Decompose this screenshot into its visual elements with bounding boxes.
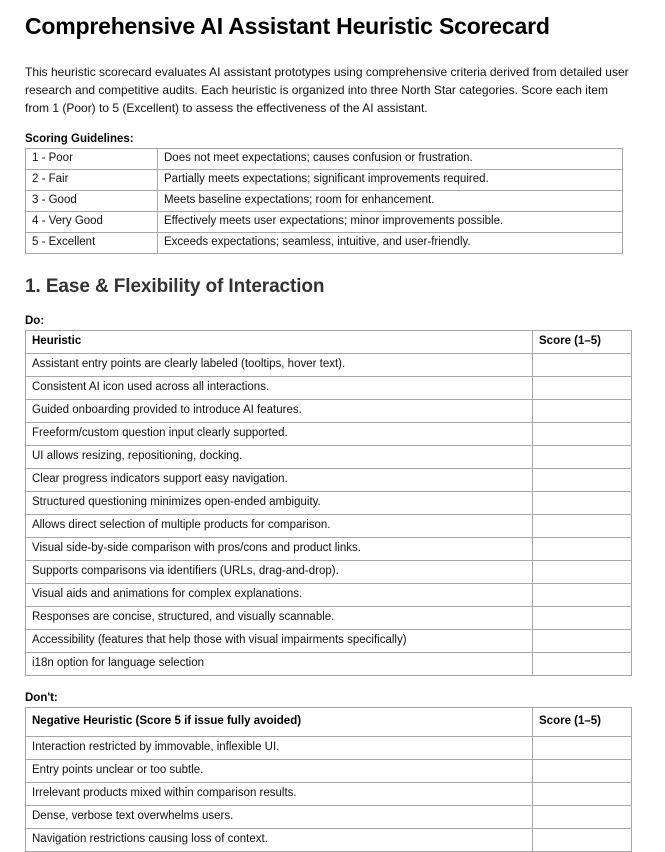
table-row [26,377,632,400]
scoring-level: 4 - Very Good [26,212,158,233]
do-score-cell[interactable] [533,538,632,561]
do-heuristic-text: Visual side-by-side comparison with pros/cons and product links. [26,538,533,561]
dont-heuristic-text: Entry points unclear or too subtle. [26,760,533,783]
table-row [26,737,632,760]
table-row [26,423,632,446]
column-header-negative-heuristic: Negative Heuristic (Score 5 if issue fully avoided) [26,708,533,737]
intro-paragraph: This heuristic scorecard evaluates AI assistant prototypes using comprehensive criteria derived from detailed user research and competitive audits. Each heuristic is organized into three North Star categories. Score each item from 1 (Poor) to 5 (Excellent) to assess the effectiveness of the AI assistant. [25,65,629,115]
scoring-guidelines-table [25,148,623,254]
do-heuristic-text: Responses are concise, structured, and visually scannable. [26,607,533,630]
do-score-cell[interactable] [533,584,632,607]
do-heuristic-text: Assistant entry points are clearly labeled (tooltips, hover text). [26,354,533,377]
do-score-cell[interactable] [533,492,632,515]
table-row [26,212,623,233]
scoring-description: Exceeds expectations; seamless, intuitive, and user-friendly. [158,233,623,254]
section-1-heading: 1. Ease & Flexibility of Interaction [25,276,325,297]
do-score-cell[interactable] [533,469,632,492]
scoring-description: Does not meet expectations; causes confusion or frustration. [158,149,623,170]
scoring-description: Meets baseline expectations; room for enhancement. [158,191,623,212]
scoring-level: 1 - Poor [26,149,158,170]
do-heuristic-text: Accessibility (features that help those with visual impairments specifically) [26,630,533,653]
table-row [26,170,623,191]
dont-score-cell[interactable] [533,737,632,760]
dont-score-cell[interactable] [533,806,632,829]
dont-heuristics-body [26,737,632,852]
do-score-cell[interactable] [533,354,632,377]
do-score-cell[interactable] [533,423,632,446]
do-score-cell[interactable] [533,446,632,469]
table-row [26,191,623,212]
do-heuristic-text: Supports comparisons via identifiers (URLs, drag-and-drop). [26,561,533,584]
do-score-cell[interactable] [533,400,632,423]
do-heuristic-text: Consistent AI icon used across all interactions. [26,377,533,400]
do-heuristic-text: Structured questioning minimizes open-ended ambiguity. [26,492,533,515]
do-heuristic-text: Guided onboarding provided to introduce AI features. [26,400,533,423]
do-heuristic-text: Freeform/custom question input clearly supported. [26,423,533,446]
column-header-score: Score (1–5) [533,331,632,354]
dont-score-cell[interactable] [533,829,632,852]
scoring-guidelines-body [26,149,623,254]
table-row [26,446,632,469]
table-row [26,400,632,423]
table-row [26,630,632,653]
page-title: Comprehensive AI Assistant Heuristic Scorecard [25,13,550,39]
scoring-description: Effectively meets user expectations; minor improvements possible. [158,212,623,233]
table-row [26,806,632,829]
do-score-cell[interactable] [533,377,632,400]
table-row [26,607,632,630]
scoring-level: 5 - Excellent [26,233,158,254]
do-heuristic-text: Allows direct selection of multiple products for comparison. [26,515,533,538]
do-heuristic-text: UI allows resizing, repositioning, docking. [26,446,533,469]
dont-heuristic-text: Irrelevant products mixed within comparison results. [26,783,533,806]
do-score-cell[interactable] [533,607,632,630]
do-label: Do: [25,315,45,327]
do-score-cell[interactable] [533,561,632,584]
do-score-cell[interactable] [533,653,632,676]
scoring-level: 3 - Good [26,191,158,212]
table-row [26,584,632,607]
table-row [26,469,632,492]
column-header-score: Score (1–5) [533,708,632,737]
do-score-cell[interactable] [533,515,632,538]
table-row [26,538,632,561]
table-row [26,354,632,377]
table-header-row [26,331,632,354]
dont-heuristic-text: Interaction restricted by immovable, inflexible UI. [26,737,533,760]
do-score-cell[interactable] [533,630,632,653]
table-row [26,561,632,584]
scoring-level: 2 - Fair [26,170,158,191]
column-header-heuristic: Heuristic [26,331,533,354]
scoring-description: Partially meets expectations; significant improvements required. [158,170,623,191]
table-row [26,783,632,806]
dont-score-cell[interactable] [533,783,632,806]
do-heuristic-text: Visual aids and animations for complex explanations. [26,584,533,607]
dont-heuristic-text: Navigation restrictions causing loss of context. [26,829,533,852]
do-heuristics-body [26,354,632,676]
do-heuristics-table [25,330,632,676]
table-row [26,233,623,254]
dont-heuristic-text: Dense, verbose text overwhelms users. [26,806,533,829]
table-row [26,149,623,170]
table-row [26,492,632,515]
table-row [26,829,632,852]
scoring-guidelines-label: Scoring Guidelines: [25,133,134,145]
do-heuristic-text: i18n option for language selection [26,653,533,676]
table-row [26,515,632,538]
dont-label: Don't: [25,692,58,704]
table-header-row [26,708,632,737]
dont-heuristics-table [25,707,632,852]
do-heuristic-text: Clear progress indicators support easy navigation. [26,469,533,492]
table-row [26,653,632,676]
